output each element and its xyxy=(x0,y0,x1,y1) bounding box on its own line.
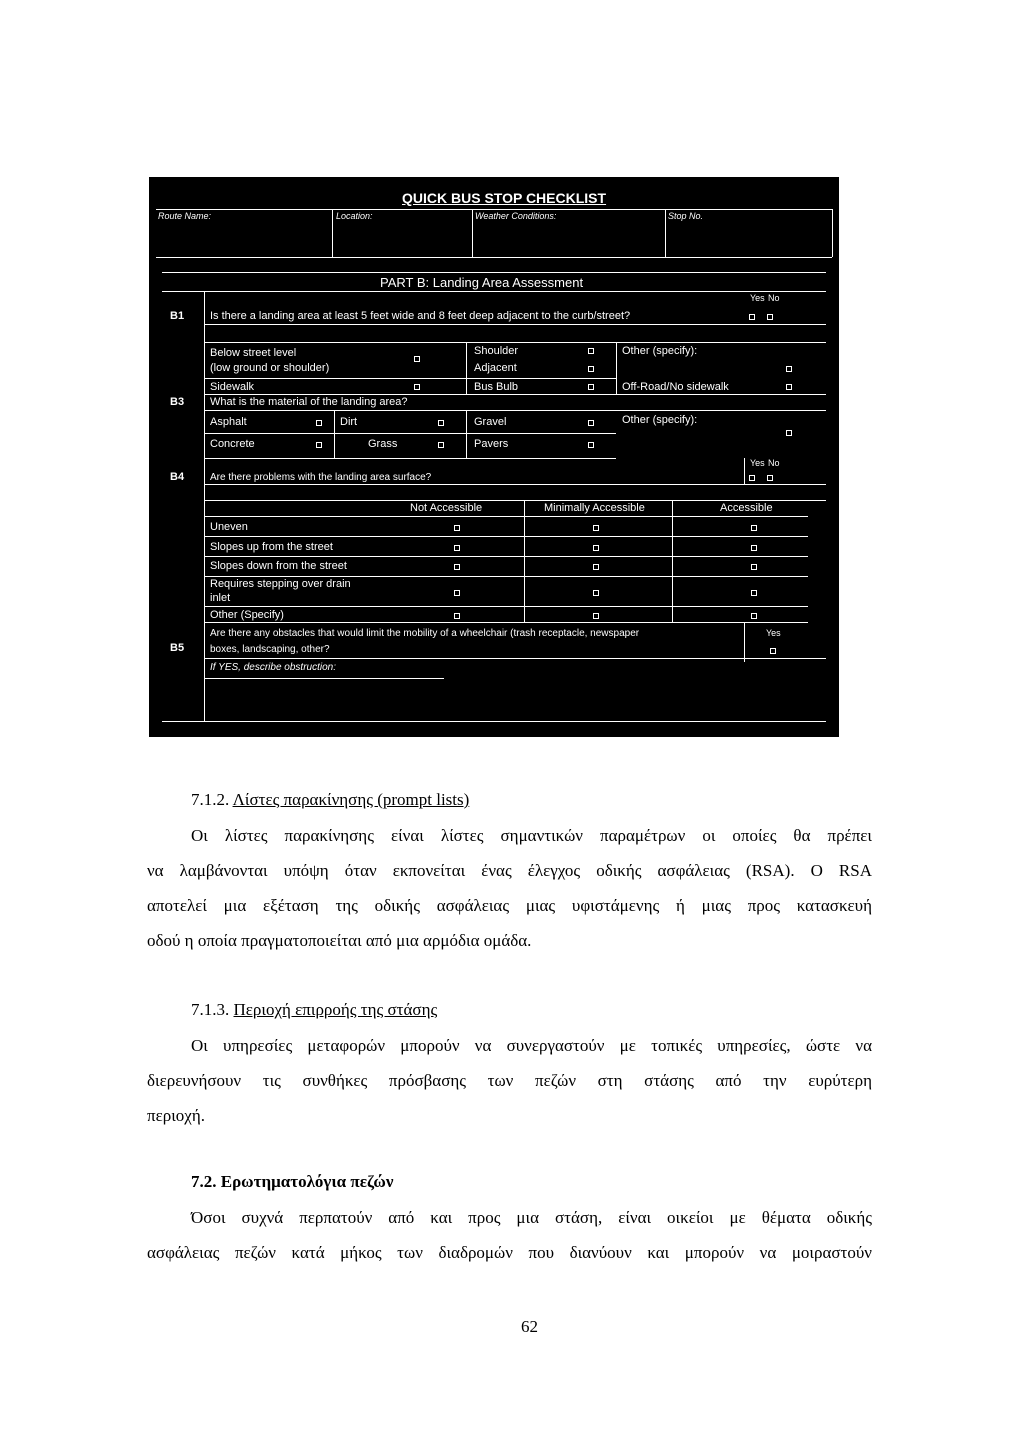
sidewalk-checkbox[interactable] xyxy=(414,384,420,390)
section-713-line-1: Οι υπηρεσίες μεταφορών μπορούν να συνεργαστούν με τοπικές υπηρεσίες, ώστε να xyxy=(191,1036,872,1055)
offroad-checkbox[interactable] xyxy=(786,384,792,390)
section-712-line-2: να λαμβάνονται υπόψη όταν εκπονείται ένας έλεγχος οδικής ασφάλειας (RSA). Ο RSA xyxy=(147,861,872,880)
b4-no-label: No xyxy=(768,458,780,468)
drain-accessible-checkbox[interactable] xyxy=(751,590,757,596)
checklist-title: QUICK BUS STOP CHECKLIST xyxy=(402,190,607,206)
bus-bulb-checkbox[interactable] xyxy=(588,384,594,390)
stop-no-label: Stop No. xyxy=(668,211,704,221)
b5-question-line1: Are there any obstacles that would limit the mobility of a wheelchair (trash receptacle, newspaper xyxy=(210,628,640,639)
adjacent-label: Adjacent xyxy=(474,362,517,374)
slopes-up-minimally-checkbox[interactable] xyxy=(593,545,599,551)
page-number: 62 xyxy=(521,1317,538,1336)
section-712-number: 7.1.2. xyxy=(191,790,230,809)
grass-checkbox[interactable] xyxy=(438,442,444,448)
b1-no-label: No xyxy=(768,293,780,303)
slopes-up-accessible-checkbox[interactable] xyxy=(751,545,757,551)
row-slopes-down: Slopes down from the street xyxy=(210,560,347,572)
offroad-label: Off-Road/No sidewalk xyxy=(622,381,729,393)
b4-yes-checkbox[interactable] xyxy=(749,475,755,481)
b3-id: B3 xyxy=(170,396,185,408)
b4-question: Are there problems with the landing area surface? xyxy=(210,472,432,483)
shoulder-label: Shoulder xyxy=(474,345,519,357)
asphalt-checkbox[interactable] xyxy=(316,420,322,426)
dirt-checkbox[interactable] xyxy=(438,420,444,426)
pavers-label: Pavers xyxy=(474,438,509,450)
b5-question-line2: boxes, landscaping, other? xyxy=(210,644,330,655)
shoulder-checkbox[interactable] xyxy=(588,348,594,354)
b5-yes-checkbox[interactable] xyxy=(770,648,776,654)
b5-describe-label: If YES, describe obstruction: xyxy=(210,662,336,673)
section-713-title: Περιοχή επιρροής της στάσης xyxy=(233,1000,438,1019)
section-712-heading xyxy=(191,790,469,810)
part-b-title: PART B: Landing Area Assessment xyxy=(380,275,584,290)
section-72-line-1: Όσοι συχνά περπατούν από και προς μια στάση, είναι οικείοι με θέματα οδικής xyxy=(191,1208,872,1227)
other-minimally-checkbox[interactable] xyxy=(593,613,599,619)
section-72-line-2: ασφάλειας πεζών κατά μήκος των διαδρομών που διανύουν και μπορούν να μοιραστούν xyxy=(147,1243,872,1262)
row-drain-inlet-cont: inlet xyxy=(210,592,231,604)
section-712-title: Λίστες παρακίνησης (prompt lists) xyxy=(232,790,470,809)
b5-yes-label: Yes xyxy=(766,628,781,638)
row-slopes-up: Slopes up from the street xyxy=(210,541,333,553)
below-street-checkbox[interactable] xyxy=(414,356,420,362)
grass-label: Grass xyxy=(368,438,398,450)
section-713-line-3: περιοχή. xyxy=(147,1106,205,1125)
location-label: Location: xyxy=(336,211,373,221)
b4-no-checkbox[interactable] xyxy=(767,475,773,481)
b1-no-checkbox[interactable] xyxy=(767,314,773,320)
uneven-accessible-checkbox[interactable] xyxy=(751,525,757,531)
b4-yes-label: Yes xyxy=(750,458,765,468)
b1-yes-label: Yes xyxy=(750,293,765,303)
b3-question: What is the material of the landing area? xyxy=(210,396,408,408)
drain-minimally-checkbox[interactable] xyxy=(593,590,599,596)
bus-stop-checklist-scan xyxy=(148,176,840,738)
slopes-down-minimally-checkbox[interactable] xyxy=(593,564,599,570)
section-713-line-2: διερευνήσουν τις συνθήκες πρόσβασης των πεζών στη στάσης από την ευρύτερη xyxy=(147,1071,872,1090)
row-uneven: Uneven xyxy=(210,521,248,533)
weather-label: Weather Conditions: xyxy=(475,211,557,221)
section-713-number: 7.1.3. xyxy=(191,1000,230,1019)
sidewalk-label: Sidewalk xyxy=(210,381,255,393)
other-accessible-checkbox[interactable] xyxy=(751,613,757,619)
b1-id: B1 xyxy=(170,310,185,322)
col-minimally-accessible: Minimally Accessible xyxy=(544,502,645,514)
b5-id: B5 xyxy=(170,642,185,654)
asphalt-label: Asphalt xyxy=(210,416,247,428)
b1-question: Is there a landing area at least 5 feet wide and 8 feet deep adjacent to the curb/street? xyxy=(210,310,631,322)
slopes-up-not-accessible-checkbox[interactable] xyxy=(454,545,460,551)
b3-other-checkbox[interactable] xyxy=(786,430,792,436)
slopes-down-not-accessible-checkbox[interactable] xyxy=(454,564,460,570)
uneven-not-accessible-checkbox[interactable] xyxy=(454,525,460,531)
row-drain-inlet: Requires stepping over drain xyxy=(210,578,351,590)
b3-other-label: Other (specify): xyxy=(622,414,698,426)
route-name-label: Route Name: xyxy=(158,211,212,221)
row-other-specify: Other (Specify) xyxy=(210,609,284,621)
dirt-label: Dirt xyxy=(340,416,358,428)
below-street-sub-label: (low ground or shoulder) xyxy=(210,362,330,374)
b1-yes-checkbox[interactable] xyxy=(749,314,755,320)
concrete-label: Concrete xyxy=(210,438,255,450)
adjacent-checkbox[interactable] xyxy=(588,366,594,372)
uneven-minimally-checkbox[interactable] xyxy=(593,525,599,531)
gravel-label: Gravel xyxy=(474,416,507,428)
section-712-line-4: οδού η οποία πραγματοποιείται από μια αρμόδια ομάδα. xyxy=(147,931,532,950)
section-712-line-1: Οι λίστες παρακίνησης είναι λίστες σημαντικών παραμέτρων οι οποίες θα πρέπει xyxy=(191,826,872,845)
bus-bulb-label: Bus Bulb xyxy=(474,381,519,393)
section-713-heading xyxy=(191,1000,437,1020)
b4-id: B4 xyxy=(170,471,185,483)
section-72-title: Ερωτηματολόγια πεζών xyxy=(220,1172,394,1191)
section-712-line-3: αποτελεί μια εξέταση της οδικής ασφάλειας μιας υφιστάμενης ή μιας προς κατασκευή xyxy=(147,896,872,915)
gravel-checkbox[interactable] xyxy=(588,420,594,426)
col-accessible: Accessible xyxy=(720,502,773,514)
below-street-label: Below street level xyxy=(210,347,297,359)
other-not-accessible-checkbox[interactable] xyxy=(454,613,460,619)
b2-other-checkbox[interactable] xyxy=(786,366,792,372)
section-72-heading xyxy=(191,1172,393,1192)
b2-other-label: Other (specify): xyxy=(622,345,698,357)
drain-not-accessible-checkbox[interactable] xyxy=(454,590,460,596)
col-not-accessible: Not Accessible xyxy=(410,502,483,514)
slopes-down-accessible-checkbox[interactable] xyxy=(751,564,757,570)
section-72-number: 7.2. xyxy=(191,1172,217,1191)
concrete-checkbox[interactable] xyxy=(316,442,322,448)
pavers-checkbox[interactable] xyxy=(588,442,594,448)
